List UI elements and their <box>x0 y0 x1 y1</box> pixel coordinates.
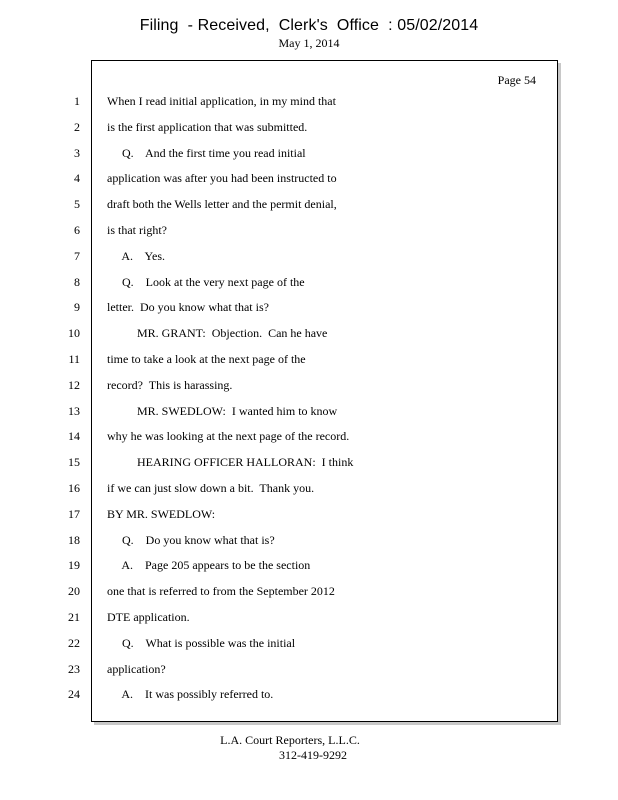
transcript-line: application? <box>107 662 166 676</box>
transcript-line: A. It was possibly referred to. <box>107 687 274 701</box>
transcript-line: letter. Do you know what that is? <box>107 300 269 314</box>
line-number: 16 <box>68 481 80 495</box>
transcript-date: May 1, 2014 <box>278 36 340 50</box>
transcript-line: BY MR. SWEDLOW: <box>107 507 216 521</box>
line-number: 19 <box>68 558 80 572</box>
line-number: 22 <box>68 636 80 650</box>
line-number: 24 <box>68 687 80 701</box>
line-number: 7 <box>74 249 80 263</box>
transcript-line: MR. GRANT: Objection. Can he have <box>107 326 328 340</box>
line-number: 20 <box>68 584 80 598</box>
court-reporter-name: L.A. Court Reporters, L.L.C. <box>220 733 360 747</box>
line-number: 5 <box>74 197 80 211</box>
line-number: 4 <box>74 171 80 185</box>
line-number: 1 <box>74 94 80 108</box>
transcript-line: if we can just slow down a bit. Thank you. <box>107 481 315 495</box>
transcript-line: When I read initial application, in my mind that <box>107 94 336 108</box>
line-number: 6 <box>74 223 80 237</box>
line-number: 17 <box>68 507 80 521</box>
transcript-line: Q. What is possible was the initial <box>107 636 296 650</box>
line-number: 21 <box>68 610 80 624</box>
line-number: 9 <box>74 300 80 314</box>
line-number: 18 <box>68 533 80 547</box>
transcript-line: DTE application. <box>107 610 190 624</box>
transcript-line: one that is referred to from the September 2012 <box>107 584 335 598</box>
line-number: 10 <box>68 326 80 340</box>
transcript-line: record? This is harassing. <box>107 378 233 392</box>
transcript-line: draft both the Wells letter and the permit denial, <box>107 197 337 211</box>
transcript-line: Q. Do you know what that is? <box>107 533 275 547</box>
line-number: 11 <box>68 352 80 366</box>
filing-stamp: Filing - Received, Clerk's Office : 05/02/2014 <box>139 17 479 34</box>
court-reporter-phone: 312-419-9292 <box>279 748 347 762</box>
line-number: 23 <box>68 662 80 676</box>
transcript-line: is that right? <box>107 223 167 237</box>
line-number: 8 <box>74 275 80 289</box>
page-number: Page 54 <box>497 73 536 87</box>
transcript-line: HEARING OFFICER HALLORAN: I think <box>107 455 354 469</box>
transcript-line: why he was looking at the next page of the record. <box>107 429 350 443</box>
transcript-line: A. Yes. <box>107 249 166 263</box>
transcript-line: is the first application that was submitted. <box>107 120 308 134</box>
transcript-line: MR. SWEDLOW: I wanted him to know <box>107 404 338 418</box>
line-number: 3 <box>74 146 80 160</box>
transcript-line: Q. Look at the very next page of the <box>107 275 305 289</box>
transcript-line: Q. And the first time you read initial <box>107 146 306 160</box>
transcript-line: time to take a look at the next page of the <box>107 352 306 366</box>
transcript-line: application was after you had been instructed to <box>107 171 337 185</box>
line-number: 13 <box>68 404 80 418</box>
line-number: 12 <box>68 378 80 392</box>
line-number: 2 <box>74 120 80 134</box>
line-number: 15 <box>68 455 80 469</box>
line-number: 14 <box>68 429 80 443</box>
transcript-line: A. Page 205 appears to be the section <box>107 558 311 572</box>
